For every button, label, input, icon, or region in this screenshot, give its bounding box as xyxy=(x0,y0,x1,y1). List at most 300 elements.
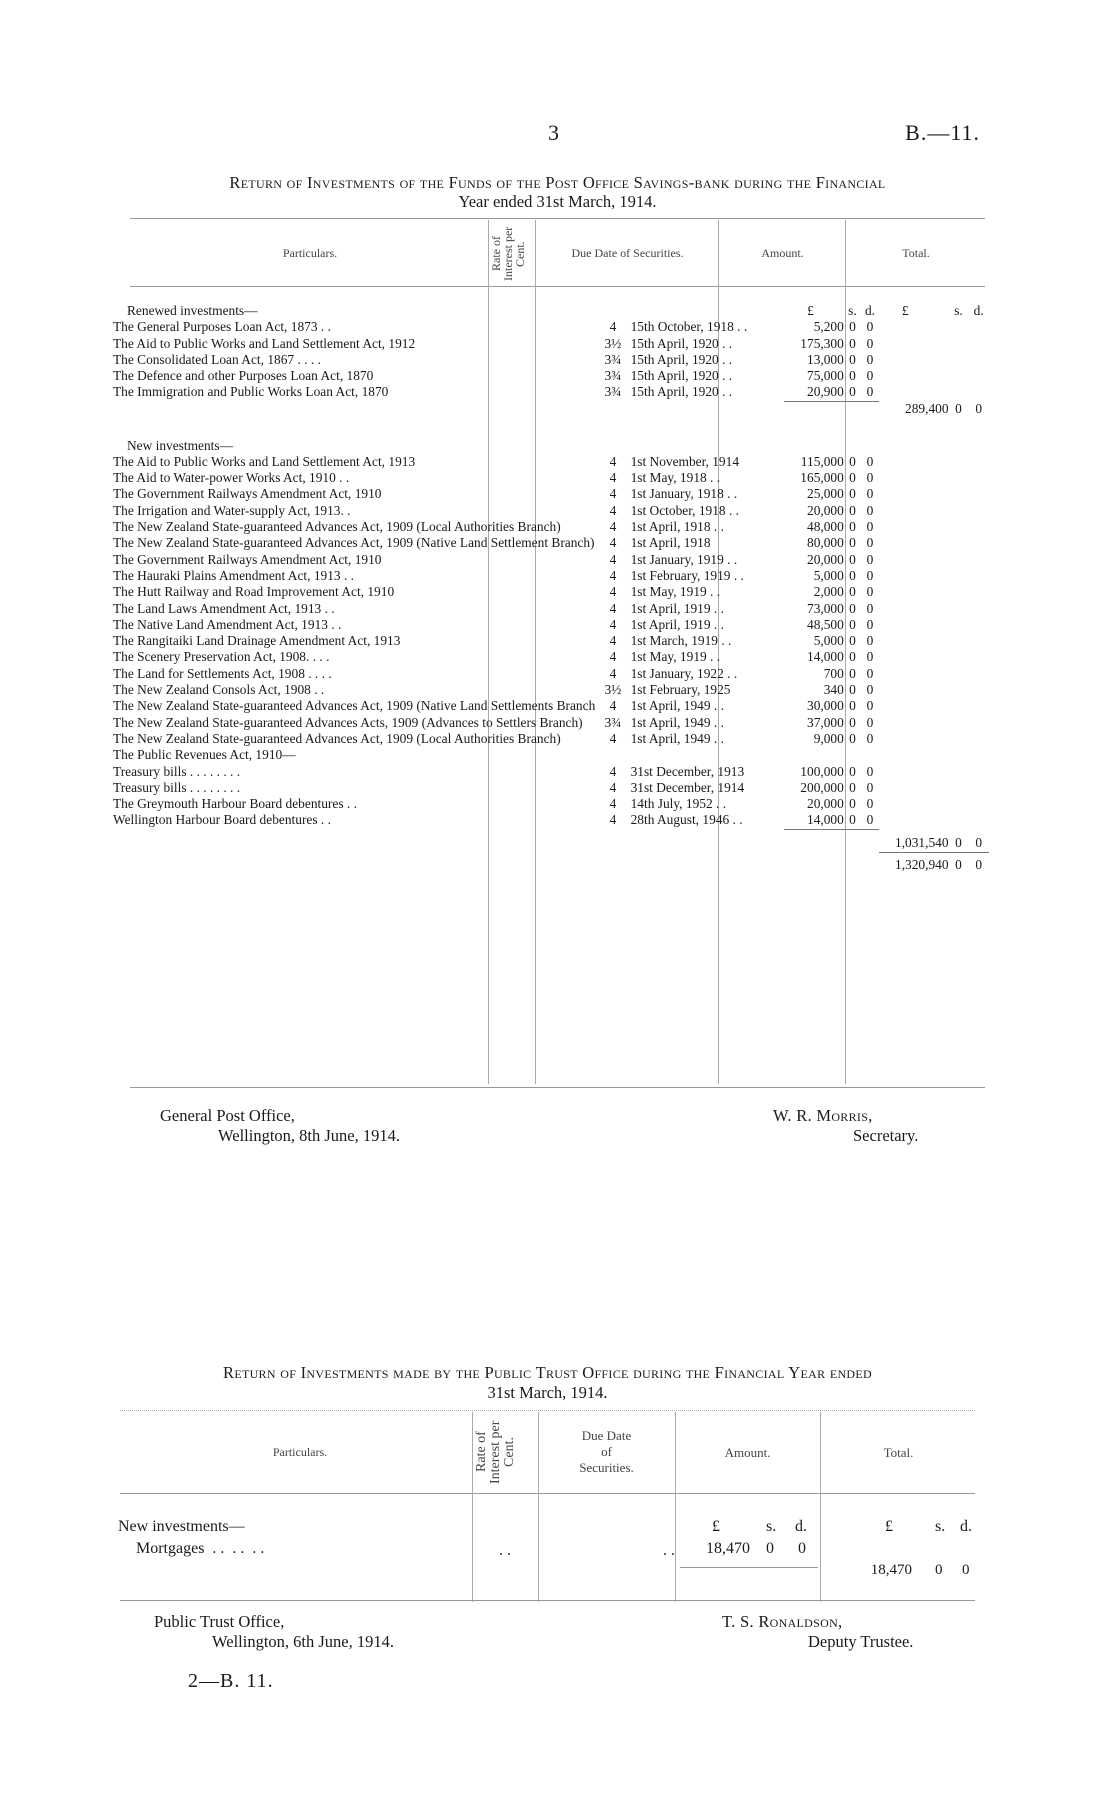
table1-row-total-empty xyxy=(879,519,949,535)
table1-header-total: Total. xyxy=(902,246,930,260)
table1-renewed-heading-row xyxy=(127,303,989,319)
table1-row-pence: 0 xyxy=(866,551,874,567)
table1-row-amount: 25,000 xyxy=(807,486,844,502)
table1-row-total-empty xyxy=(968,336,989,352)
table1-row-amount: 5,000 xyxy=(813,567,844,583)
table1-new-total-pence: 0 xyxy=(975,835,983,851)
table1-row-total-empty xyxy=(968,352,989,368)
table1-row-total-empty xyxy=(949,698,969,714)
table1-renewed-total-amount: 289,400 xyxy=(905,401,949,417)
table1-row xyxy=(127,633,989,649)
table1-row-particulars: The Hutt Railway and Road Improvement Act, 1910 xyxy=(113,584,395,600)
table1-row-pence: 0 xyxy=(866,584,874,600)
table1-row-total-empty xyxy=(968,731,989,747)
table1-row-amount: 75,000 xyxy=(807,368,844,384)
table2-row-due: . . xyxy=(663,1542,675,1559)
table1-row-amount: 2,000 xyxy=(813,584,844,600)
table1-row-pence: 0 xyxy=(866,319,874,335)
table1-row-due-date: 1st February, 1919 . . xyxy=(630,567,744,583)
table1-row-particulars: The Immigration and Public Works Loan Act, 1870 xyxy=(113,384,389,400)
table1-row-total-empty xyxy=(949,470,969,486)
table1-row-amount: 13,000 xyxy=(807,351,844,367)
table1-row-total-empty xyxy=(949,336,969,352)
table1-row-pence: 0 xyxy=(866,567,874,583)
table1-row-total-empty xyxy=(968,666,989,682)
table1-row xyxy=(127,552,989,568)
table1-row-particulars: The Native Land Amendment Act, 1913 . . xyxy=(113,616,342,632)
table1-row-shillings: 0 xyxy=(849,812,856,828)
table1-row-due-date: 1st April, 1949 . . xyxy=(630,730,724,746)
table1-row-pence: 0 xyxy=(866,812,874,828)
table1-row-pence: 0 xyxy=(866,616,874,632)
table2-col-rule xyxy=(538,1412,539,1602)
table1-row-particulars: The Greymouth Harbour Board debentures . . xyxy=(113,796,357,812)
table1-row-rate: 4 xyxy=(609,698,617,714)
table1-row-total-empty xyxy=(879,715,949,731)
table1-row-total-empty xyxy=(968,764,989,780)
table1-signatory-name: W. R. Morris, xyxy=(773,1106,873,1125)
table1-cell xyxy=(631,829,784,852)
table2-title-line1: Return of Investments made by the Public Trust Office during the Financial Year ended xyxy=(223,1363,872,1382)
table1-row-total-empty xyxy=(968,584,989,600)
table1-row-total-empty xyxy=(968,682,989,698)
table2-row-amount: 18,470 xyxy=(706,1540,750,1557)
table1-row-pence: 0 xyxy=(866,486,874,502)
table1-renewed-total-shillings: 0 xyxy=(955,401,962,417)
table1-row-particulars: Wellington Harbour Board debentures . . xyxy=(113,812,331,828)
table1-row-total-empty xyxy=(879,584,949,600)
table1-sum-rule-cell xyxy=(784,829,879,852)
table2-header-due-line3: Securities. xyxy=(579,1460,634,1475)
table1-grand-total-pence: 0 xyxy=(968,852,989,873)
table2-header-total: Total. xyxy=(883,1445,914,1460)
table1-row xyxy=(127,666,989,682)
table1-row-pence: 0 xyxy=(866,502,874,518)
table1-row-due-date: 1st January, 1922 . . xyxy=(630,665,738,681)
table1-grand-total-amount: 1,320,940 xyxy=(879,852,949,873)
table1-row-shillings: 0 xyxy=(849,649,856,665)
table1-row-total-empty xyxy=(879,470,949,486)
table1-row-pence: 0 xyxy=(866,649,874,665)
table1-row xyxy=(127,584,989,600)
table1-row xyxy=(127,368,989,384)
table1-amount-pound-sign: £ xyxy=(807,303,814,318)
table1-row-total-empty xyxy=(968,649,989,665)
table1-row-total-empty xyxy=(949,601,969,617)
table2-amount-pound-sign: £ xyxy=(712,1518,720,1535)
table1-row-total-empty xyxy=(949,568,969,584)
table1-row-pence: 0 xyxy=(866,730,874,746)
table1-row-total-empty xyxy=(949,617,969,633)
table1-row xyxy=(127,319,989,335)
table1-row-amount: 48,500 xyxy=(807,616,844,632)
table1-spacer xyxy=(127,418,989,438)
table1-row-due-date: 1st February, 1925 xyxy=(630,682,731,698)
table1-row-due-date: 15th April, 1920 . . xyxy=(630,384,733,400)
table1-row-shillings: 0 xyxy=(849,796,856,812)
table1-row-total-empty xyxy=(968,796,989,812)
table2-header-amount: Amount. xyxy=(724,1445,771,1460)
table1-row-due-date: 1st May, 1918 . . xyxy=(630,470,721,486)
table1-row-particulars: The New Zealand State-guaranteed Advances Act, 1909 (Native Land Settlements Branch xyxy=(113,698,596,714)
table2-total-pence-unit: d. xyxy=(960,1518,972,1535)
table2-row-pence: 0 xyxy=(798,1540,806,1557)
table1-cell xyxy=(595,852,630,873)
table1-row-shillings: 0 xyxy=(849,551,856,567)
table1-row-total-empty xyxy=(949,633,969,649)
table1-row-total-empty xyxy=(879,796,949,812)
table1-row-due-date: 1st January, 1918 . . xyxy=(630,486,738,502)
table2-header-due-line1: Due Date xyxy=(581,1428,632,1443)
table1-cell xyxy=(595,829,630,852)
table1-row-total-empty xyxy=(879,666,949,682)
table1-row-pence: 0 xyxy=(866,351,874,367)
table1-row-shillings: 0 xyxy=(849,665,856,681)
table1-row-total-empty xyxy=(949,649,969,665)
table1-row-shillings: 0 xyxy=(849,616,856,632)
table1-row-total-empty xyxy=(879,454,949,470)
table1-row-amount: 5,000 xyxy=(813,633,844,649)
table1-row-pence: 0 xyxy=(866,368,874,384)
table1-row-rate: 4 xyxy=(609,453,617,469)
table1-grand-total-row xyxy=(127,852,989,873)
table1-row-particulars: Treasury bills . . . . . . . . xyxy=(113,763,241,779)
table1-row-total-empty xyxy=(949,454,969,470)
table1-row-due-date: 15th October, 1918 . . xyxy=(630,319,748,335)
table1-row-rate: 4 xyxy=(609,779,617,795)
table1-row-pence: 0 xyxy=(866,779,874,795)
table1-total-pence-unit: d. xyxy=(973,303,984,318)
table1-row-due-date: 15th April, 1920 . . xyxy=(630,351,733,367)
table1-row xyxy=(127,796,989,812)
table2-col-rule xyxy=(675,1412,676,1602)
table1-row-due-date: 1st November, 1914 xyxy=(630,453,740,469)
table1-row-total-empty xyxy=(949,503,969,519)
table1-row-total-empty xyxy=(879,535,949,551)
table1-row xyxy=(127,731,989,747)
table1-row-rate: 4 xyxy=(609,600,617,616)
table1-row-total-empty xyxy=(968,633,989,649)
table1-row-amount: 5,200 xyxy=(813,319,844,335)
table1-row-rate: 4 xyxy=(609,486,617,502)
table1-row xyxy=(127,470,989,486)
table1-row-rate: 4 xyxy=(609,319,617,335)
table1-row-total-empty xyxy=(949,384,969,401)
table1-row-total-empty xyxy=(879,486,949,502)
table1-row-rate: 4 xyxy=(609,584,617,600)
table1-row-rate: 4 xyxy=(609,567,617,583)
table1-header-amount: Amount. xyxy=(761,246,804,260)
table1-row-total-empty xyxy=(879,352,949,368)
table1-row-total-empty xyxy=(968,568,989,584)
document-reference: B.—11. xyxy=(905,120,980,145)
table2-signatory-name: T. S. Ronaldson, xyxy=(722,1612,843,1631)
table1-row-rate: 4 xyxy=(609,796,617,812)
table1-row-pence: 0 xyxy=(866,714,874,730)
table1-row-pence: 0 xyxy=(866,682,874,698)
table2-header-due-line2: of xyxy=(601,1444,612,1459)
table1-cell xyxy=(127,401,595,417)
table1-row-due-date: 1st April, 1918 . . xyxy=(630,519,724,535)
table1-row-pence: 0 xyxy=(866,335,874,351)
table2-header-rate: Rate of Interest per Cent. xyxy=(474,1420,517,1484)
table1-total-shillings-unit: s. xyxy=(954,303,963,318)
table1-header-particulars: Particulars. xyxy=(282,246,338,260)
table1-row-shillings: 0 xyxy=(849,567,856,583)
table1-row-rate: 3¾ xyxy=(604,384,622,400)
table1-revenues-heading: The Public Revenues Act, 1910— xyxy=(113,747,296,763)
table1-header-rule xyxy=(130,286,985,287)
table1-row-rate: 4 xyxy=(609,502,617,518)
table2-amount-sum-rule xyxy=(680,1567,818,1568)
table1-row-amount: 9,000 xyxy=(813,730,844,746)
table1-row-rate: 4 xyxy=(609,470,617,486)
table1-row-total-empty xyxy=(968,715,989,731)
table1-row-total-empty xyxy=(949,796,969,812)
table2-new-investments-heading: New investments— xyxy=(118,1518,245,1535)
table1-row-shillings: 0 xyxy=(849,384,856,400)
table1-sum-rule-cell xyxy=(784,401,879,417)
table1-row-total-empty xyxy=(949,552,969,568)
table1-cell xyxy=(861,852,879,873)
table1-row-pence: 0 xyxy=(866,665,874,681)
table1-row-rate: 4 xyxy=(609,633,617,649)
table1-top-rule xyxy=(130,218,985,219)
table1-row-rate: 4 xyxy=(609,763,617,779)
table1-new-total-amount: 1,031,540 xyxy=(895,835,949,851)
table1-row-total-empty xyxy=(879,764,949,780)
table1-row-shillings: 0 xyxy=(849,779,856,795)
table1-signature-date: Wellington, 8th June, 1914. xyxy=(218,1126,400,1145)
table1-row-particulars: The General Purposes Loan Act, 1873 . . xyxy=(113,319,331,335)
table1-row-due-date: 14th July, 1952 . . xyxy=(630,796,727,812)
table1-row-rate: 3¾ xyxy=(604,368,622,384)
table1-row xyxy=(127,601,989,617)
table1-row-due-date: 1st April, 1949 . . xyxy=(630,698,724,714)
table2-row-shillings: 0 xyxy=(766,1540,774,1557)
table1-row-total-empty xyxy=(949,764,969,780)
table1-row xyxy=(127,568,989,584)
table1-row-particulars: The Defence and other Purposes Loan Act, 1870 xyxy=(113,368,374,384)
table1-row-total-empty xyxy=(968,519,989,535)
table1-row-amount: 37,000 xyxy=(807,714,844,730)
table1-row xyxy=(127,352,989,368)
table1-row-pence: 0 xyxy=(866,384,874,400)
table2-signature-date: Wellington, 6th June, 1914. xyxy=(212,1632,394,1651)
table1-row-particulars: The Rangitaiki Land Drainage Amendment Act, 1913 xyxy=(113,633,401,649)
table1-row-total-empty xyxy=(968,486,989,502)
table1-row xyxy=(127,780,989,796)
table1-cell xyxy=(127,829,595,852)
table1-revenues-heading-row xyxy=(127,747,989,763)
table1-row-total-empty xyxy=(949,812,969,829)
table1-row xyxy=(127,715,989,731)
table1-row-total-empty xyxy=(968,698,989,714)
table1-row-rate: 3¾ xyxy=(604,351,622,367)
table1-row-rate: 4 xyxy=(609,535,617,551)
table1-row-total-empty xyxy=(879,698,949,714)
table1-row xyxy=(127,503,989,519)
table2-amount-pence-unit: d. xyxy=(795,1518,807,1535)
table1-row xyxy=(127,682,989,698)
table1-row-particulars: The Land Laws Amendment Act, 1913 . . xyxy=(113,600,335,616)
table1-row-particulars: The New Zealand State-guaranteed Advances Act, 1909 (Native Land Settlement Branch) xyxy=(113,535,595,551)
table1-title-line1: Return of Investments of the Funds of the Post Office Savings-bank during the Financial xyxy=(229,173,886,192)
table1-row-shillings: 0 xyxy=(849,470,856,486)
table2-signature-place: Public Trust Office, xyxy=(154,1612,285,1631)
table1-renewed-total-pence: 0 xyxy=(975,401,983,417)
table1-row-amount: 20,000 xyxy=(807,551,844,567)
table1-row-total-empty xyxy=(949,731,969,747)
table1-row-total-empty xyxy=(879,319,949,335)
table2-col-rule xyxy=(472,1412,473,1602)
table2-row-particulars: Mortgages . . . . . . xyxy=(136,1540,265,1557)
table1-row-amount: 175,300 xyxy=(800,335,844,351)
table1-row-amount: 340 xyxy=(823,682,844,698)
table1-signature-place: General Post Office, xyxy=(160,1106,295,1125)
table1-row-shillings: 0 xyxy=(849,763,856,779)
table1-row-due-date: 31st December, 1913 xyxy=(630,763,745,779)
table1-row-particulars: The Aid to Water-power Works Act, 1910 . . xyxy=(113,470,350,486)
table1-row-total-empty xyxy=(879,649,949,665)
table1-cell xyxy=(631,401,784,417)
table1-row xyxy=(127,384,989,401)
table1-grand-total-shillings: 0 xyxy=(949,852,969,873)
table1-row-shillings: 0 xyxy=(849,698,856,714)
table1-row xyxy=(127,486,989,502)
table1-row-due-date: 1st April, 1919 . . xyxy=(630,616,724,632)
table1-row-total-empty xyxy=(879,552,949,568)
table1-row-rate: 4 xyxy=(609,812,617,828)
table1-new-total-shillings: 0 xyxy=(955,835,962,851)
table1-row-shillings: 0 xyxy=(849,714,856,730)
table1-row-amount: 20,000 xyxy=(807,502,844,518)
table1-row xyxy=(127,698,989,714)
table1-renewed-total-row xyxy=(127,401,989,417)
table2-total-pence: 0 xyxy=(962,1562,970,1578)
table1-row-particulars: The New Zealand State-guaranteed Advances Acts, 1909 (Advances to Settlers Branch) xyxy=(113,714,583,730)
table1-row xyxy=(127,454,989,470)
table1-row-pence: 0 xyxy=(866,633,874,649)
table1-row-particulars: The New Zealand State-guaranteed Advances Act, 1909 (Local Authorities Branch) xyxy=(113,730,561,746)
table1-row-due-date: 31st December, 1914 xyxy=(630,779,745,795)
table1-row-pence: 0 xyxy=(866,698,874,714)
table1-amount-shillings-unit: s. xyxy=(848,303,857,318)
table1-row-particulars: Treasury bills . . . . . . . . xyxy=(113,779,241,795)
table1-row-total-empty xyxy=(968,552,989,568)
table1-amount-pence-unit: d. xyxy=(864,303,876,318)
table1-body xyxy=(113,303,989,873)
table2-total-shillings: 0 xyxy=(935,1562,943,1578)
table1-cell xyxy=(595,303,630,319)
table1-row xyxy=(127,812,989,829)
table1-row-shillings: 0 xyxy=(849,535,856,551)
table1-row-due-date: 1st April, 1918 xyxy=(630,535,711,551)
table1-row-particulars: The Aid to Public Works and Land Settlement Act, 1913 xyxy=(113,453,416,469)
table1-row-rate: 4 xyxy=(609,730,617,746)
table1-cell xyxy=(844,852,861,873)
table1-row-particulars: The Consolidated Loan Act, 1867 . . . . xyxy=(113,351,321,367)
table1-row-due-date: 1st January, 1919 . . xyxy=(630,551,738,567)
table1-cell xyxy=(784,852,844,873)
table1-row-shillings: 0 xyxy=(849,502,856,518)
table1-row-amount: 100,000 xyxy=(800,763,844,779)
table1-row-total-empty xyxy=(968,601,989,617)
table1-row-pence: 0 xyxy=(866,470,874,486)
table1-row-total-empty xyxy=(968,617,989,633)
table1-row-total-empty xyxy=(968,503,989,519)
table2-top-rule xyxy=(120,1410,975,1411)
table1-row-total-empty xyxy=(879,682,949,698)
table1-bottom-rule xyxy=(130,1087,985,1088)
table1-row xyxy=(127,519,989,535)
table1-cell xyxy=(595,401,630,417)
table1-cell xyxy=(631,852,784,873)
table1-row-amount: 200,000 xyxy=(800,779,844,795)
table1-new-total-row xyxy=(127,829,989,852)
table1-row xyxy=(127,649,989,665)
table1-row-rate: 4 xyxy=(609,551,617,567)
table1-row-pence: 0 xyxy=(866,763,874,779)
table1-row-due-date: 1st October, 1918 . . xyxy=(630,502,740,518)
table2-amount-shillings-unit: s. xyxy=(766,1518,777,1535)
table1-row-due-date: 1st March, 1919 . . xyxy=(630,633,732,649)
table1-new-heading: New investments— xyxy=(127,437,233,453)
table1-row-shillings: 0 xyxy=(849,453,856,469)
table1-row-shillings: 0 xyxy=(849,730,856,746)
table1-row-due-date: 1st April, 1919 . . xyxy=(630,600,724,616)
table2-signatory-title: Deputy Trustee. xyxy=(808,1632,914,1651)
table1-cell xyxy=(631,303,784,319)
table1-row-pence: 0 xyxy=(866,519,874,535)
table1-row-total-empty xyxy=(968,454,989,470)
table1-row-particulars: The New Zealand Consols Act, 1908 . . xyxy=(113,682,325,698)
table1-row-amount: 165,000 xyxy=(800,470,844,486)
table1-row xyxy=(127,535,989,551)
page-number: 3 xyxy=(548,120,559,145)
table1-row-shillings: 0 xyxy=(849,633,856,649)
table2-bottom-rule xyxy=(120,1600,975,1601)
table1-row-particulars: The Irrigation and Water-supply Act, 1913. . xyxy=(113,502,351,518)
table1-row xyxy=(127,764,989,780)
table1-row-amount: 14,000 xyxy=(807,649,844,665)
table1-row-total-empty xyxy=(968,384,989,401)
table1-row-due-date: 15th April, 1920 . . xyxy=(630,335,733,351)
table1-row-particulars: The Land for Settlements Act, 1908 . . . . xyxy=(113,665,332,681)
table1-row-total-empty xyxy=(949,519,969,535)
table1-row-shillings: 0 xyxy=(849,351,856,367)
table1-row xyxy=(127,617,989,633)
table1-row-total-empty xyxy=(949,486,969,502)
table1-row-shillings: 0 xyxy=(849,519,856,535)
table1-row-total-empty xyxy=(949,584,969,600)
table1-renewed-heading: Renewed investments— xyxy=(127,303,258,318)
table1-row-amount: 73,000 xyxy=(807,600,844,616)
table1-row-total-empty xyxy=(879,384,949,401)
table1-row xyxy=(127,336,989,352)
table1-row-total-empty xyxy=(879,812,949,829)
table1-row-total-empty xyxy=(879,633,949,649)
table1-row-rate: 4 xyxy=(609,616,617,632)
table1-row-total-empty xyxy=(879,368,949,384)
table1-row-pence: 0 xyxy=(866,796,874,812)
table1-row-rate: 3½ xyxy=(604,682,622,698)
table1-row-due-date: 28th August, 1946 . . xyxy=(630,812,743,828)
table1-row-total-empty xyxy=(968,535,989,551)
table2-total-pound-sign: £ xyxy=(885,1518,893,1535)
table1-row-total-empty xyxy=(949,666,969,682)
table1-row-shillings: 0 xyxy=(849,335,856,351)
